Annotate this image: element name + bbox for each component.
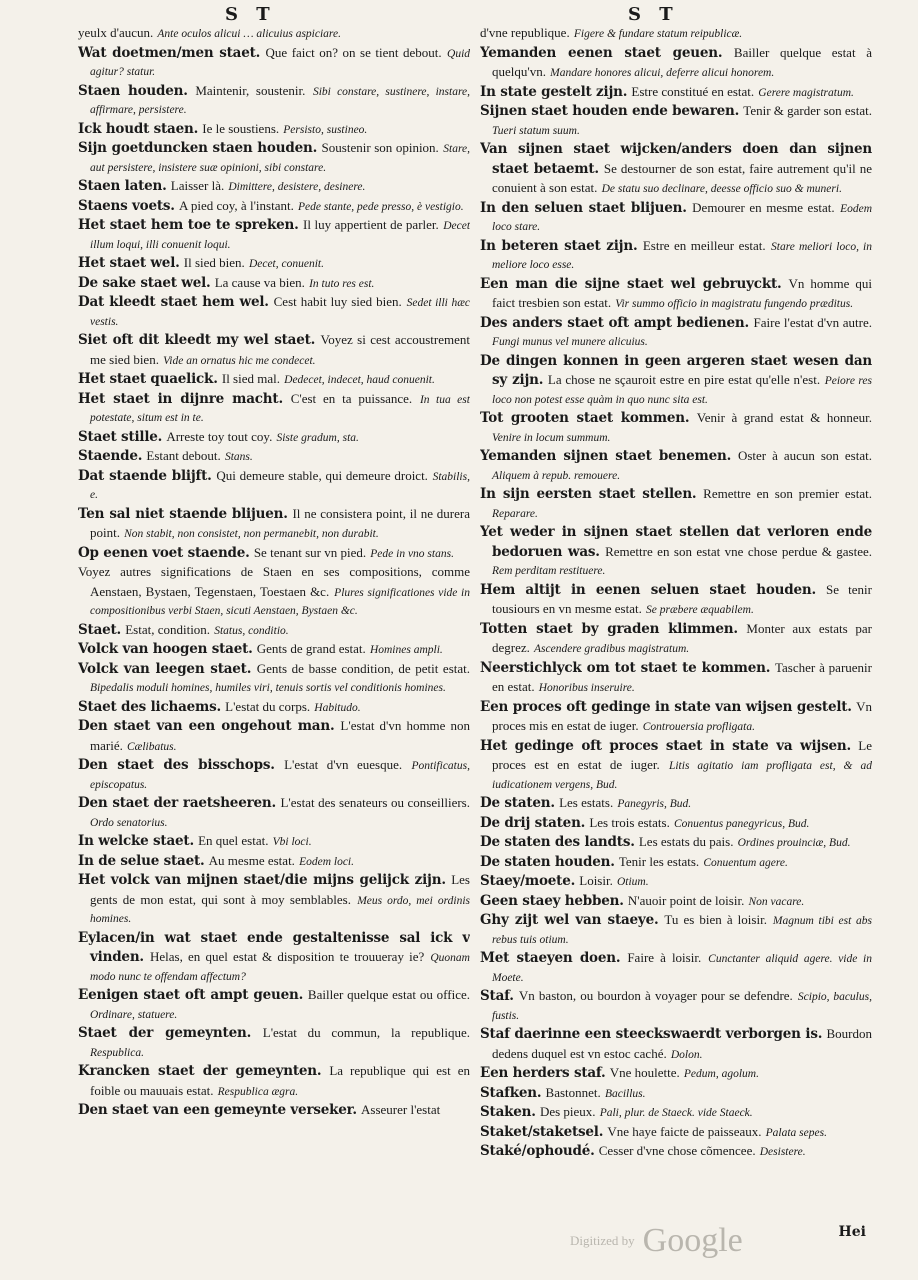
headword: De staten houden. bbox=[480, 853, 615, 870]
dictionary-entry bbox=[480, 698, 872, 737]
latin-gloss: Honoribus inseruire. bbox=[538, 682, 635, 694]
french-gloss: Tu es bien à loisir. bbox=[664, 912, 767, 927]
latin-gloss: Non stabit, non consistet, non permanebit, non durabit. bbox=[124, 528, 379, 540]
french-gloss: La republique qui est en foible ou mauuais estat. bbox=[90, 1063, 470, 1098]
french-gloss: Estat, condition. bbox=[125, 621, 211, 637]
headword: Een herders staf. bbox=[480, 1065, 606, 1081]
french-gloss: Que faict on? on se tient debout. bbox=[265, 44, 442, 60]
french-gloss: En quel estat. bbox=[198, 833, 269, 848]
dictionary-entry bbox=[78, 24, 470, 44]
dictionary-entry bbox=[78, 986, 470, 1024]
headword: Op eenen voet staende. bbox=[78, 544, 250, 561]
headword: Staende. bbox=[78, 448, 143, 464]
dictionary-entry bbox=[78, 505, 470, 544]
french-gloss: Gents de basse condition, de petit estat. bbox=[256, 660, 470, 676]
headword: Het staet hem toe te spreken. bbox=[78, 217, 299, 233]
french-gloss: La cause va bien. bbox=[214, 274, 305, 290]
french-gloss: Vne houlette. bbox=[609, 1065, 680, 1080]
dictionary-entry bbox=[480, 853, 872, 873]
french-gloss: A pied coy, à l'instant. bbox=[178, 197, 294, 213]
latin-gloss: Cælibatus. bbox=[126, 740, 177, 753]
french-gloss: Tenir & garder son estat. bbox=[743, 103, 872, 118]
headword: Staket/staketsel. bbox=[480, 1123, 604, 1140]
catchword: Hei bbox=[838, 1224, 866, 1240]
latin-gloss: Eodem loco stare. bbox=[492, 202, 872, 233]
dictionary-entry bbox=[480, 794, 872, 814]
latin-gloss: Ascendere gradibus magistratum. bbox=[534, 643, 690, 655]
headword: Staen laten. bbox=[78, 178, 167, 194]
headword: Het staet wel. bbox=[78, 255, 180, 271]
headword: Yemanden sijnen staet benemen. bbox=[480, 448, 732, 464]
french-gloss: Vn baston, ou bourdon à voyager pour se defendre. bbox=[518, 988, 793, 1003]
latin-gloss: Respublica. bbox=[90, 1046, 144, 1059]
french-gloss: Il sied bien. bbox=[183, 255, 245, 270]
latin-gloss: Venire in locum summum. bbox=[492, 431, 611, 444]
latin-gloss: Conuentus panegyricus, Bud. bbox=[673, 817, 810, 830]
headword: Het gedinge oft proces staet in state va wijsen. bbox=[480, 737, 851, 754]
latin-gloss: In tuto res est. bbox=[309, 277, 375, 290]
dictionary-entry bbox=[78, 929, 470, 987]
latin-gloss: Aliquem à repub. remouere. bbox=[492, 469, 621, 482]
headword: Eylacen/in wat staet ende gestaltenisse sal ick v vinden. bbox=[78, 929, 470, 965]
headword: Dat staende blijft. bbox=[78, 467, 212, 484]
latin-gloss: Quid agitur? statur. bbox=[90, 47, 470, 78]
headword: Dat kleedt staet hem wel. bbox=[78, 294, 269, 310]
latin-gloss: Non vacare. bbox=[748, 895, 805, 908]
headword: Den staet der raetsheeren. bbox=[78, 795, 277, 811]
latin-gloss: Stare meliori loco, in meliore loco esse. bbox=[492, 240, 872, 271]
latin-gloss: Stare, aut persistere, insistere suæ opinioni, sibi constare. bbox=[90, 143, 470, 174]
french-gloss: Asseurer l'estat bbox=[361, 1102, 441, 1117]
latin-gloss: Habitudo. bbox=[314, 701, 361, 714]
dictionary-entry bbox=[78, 832, 470, 852]
dictionary-entry bbox=[480, 485, 872, 523]
headword: Siet oft dit kleedt my wel staet. bbox=[78, 332, 316, 348]
latin-gloss: Pedum, agolum. bbox=[683, 1068, 759, 1080]
headword: Den staet van een ongehout man. bbox=[78, 718, 335, 734]
latin-gloss: Gerere magistratum. bbox=[758, 86, 854, 99]
french-gloss: Les trois estats. bbox=[589, 814, 670, 830]
french-gloss: La chose ne sçauroit estre en pire estat qu'elle n'est. bbox=[547, 372, 821, 387]
headword: Volck van hoogen staet. bbox=[78, 641, 253, 657]
french-gloss: Estre constitué en estat. bbox=[631, 83, 755, 99]
headword: Staet der gemeynten. bbox=[78, 1025, 252, 1041]
headword: Het staet quaelick. bbox=[78, 371, 218, 387]
headword: Geen staey hebben. bbox=[480, 892, 624, 909]
dictionary-entry bbox=[78, 1024, 470, 1062]
french-gloss: Ie le soustiens. bbox=[202, 120, 280, 136]
french-gloss: Soustenir son opinion. bbox=[321, 140, 439, 155]
headword: Eenigen staet oft ampt geuen. bbox=[78, 987, 304, 1003]
latin-gloss: Conuentum agere. bbox=[703, 856, 788, 869]
dictionary-entry bbox=[480, 275, 872, 314]
latin-gloss: Tueri statum suum. bbox=[492, 124, 580, 137]
dictionary-entry bbox=[480, 1025, 872, 1064]
latin-gloss: Pede stante, pede presso, è vestigio. bbox=[297, 200, 464, 213]
dictionary-entry bbox=[78, 563, 470, 621]
french-gloss: Estant debout. bbox=[146, 448, 221, 463]
french-gloss: Vn proces mis en estat de iuger. bbox=[492, 698, 872, 733]
dictionary-entry bbox=[480, 581, 872, 620]
headword: De staten des landts. bbox=[480, 834, 635, 850]
french-gloss: Demourer en mesme estat. bbox=[692, 199, 835, 215]
dictionary-entry bbox=[78, 254, 470, 274]
dictionary-entry bbox=[78, 756, 470, 794]
dictionary-entry bbox=[78, 370, 470, 390]
french-gloss: L'estat des senateurs ou conseilliers. bbox=[280, 795, 470, 810]
latin-gloss: Meus ordo, mei ordinis homines. bbox=[90, 894, 470, 925]
french-gloss: Venir à grand estat & honneur. bbox=[696, 410, 872, 425]
headword: Des anders staet oft ampt bedienen. bbox=[480, 314, 749, 331]
french-gloss: Remettre en son premier estat. bbox=[703, 486, 872, 501]
headword: Ick houdt staen. bbox=[78, 120, 199, 137]
latin-gloss: Sedet illi hæc vestis. bbox=[90, 297, 470, 328]
french-gloss: Vne haye faicte de paisseaux. bbox=[607, 1123, 762, 1139]
dictionary-entry bbox=[480, 1142, 872, 1162]
latin-gloss: Respublica ægra. bbox=[217, 1085, 299, 1098]
french-gloss: Le proces est en estat de iuger. bbox=[492, 737, 872, 772]
headword: Neerstichlyck om tot staet te kommen. bbox=[480, 659, 771, 676]
headword: Tot grooten staet kommen. bbox=[480, 410, 690, 426]
dictionary-entry bbox=[78, 139, 470, 177]
google-logo-text: Google bbox=[642, 1222, 743, 1259]
french-gloss: Estre en meilleur estat. bbox=[642, 237, 766, 253]
headword: De drij staten. bbox=[480, 814, 586, 831]
latin-gloss: Fungi munus vel munere alicuius. bbox=[492, 336, 648, 348]
latin-gloss: Cunctanter aliquid agere. vide in Moete. bbox=[492, 953, 872, 984]
headword: De sake staet wel. bbox=[78, 274, 211, 291]
headword: Staet des lichaems. bbox=[78, 698, 221, 715]
latin-gloss: Rem perditam restituere. bbox=[492, 565, 606, 577]
dictionary-entry bbox=[480, 447, 872, 485]
french-gloss: Bastonnet. bbox=[545, 1084, 601, 1100]
dictionary-entry bbox=[78, 1101, 470, 1121]
headword: Staken. bbox=[480, 1104, 536, 1120]
latin-gloss: De statu suo declinare, deesse officio suo & muneri. bbox=[601, 183, 842, 195]
latin-gloss: Homines ampli. bbox=[369, 644, 443, 656]
latin-gloss: Stans. bbox=[224, 451, 253, 463]
french-gloss: C'est en ta puissance. bbox=[290, 390, 413, 406]
dictionary-entry bbox=[480, 523, 872, 581]
running-head-right: S T bbox=[628, 4, 679, 25]
headword: Het staet in dijnre macht. bbox=[78, 390, 283, 407]
left-column bbox=[78, 24, 470, 1220]
headword: In state gestelt zijn. bbox=[480, 83, 628, 100]
headword: Staké/ophoudé. bbox=[480, 1143, 595, 1159]
french-gloss: Voyez si cest accoustrement me sied bien. bbox=[90, 332, 470, 367]
dictionary-entry bbox=[78, 447, 470, 467]
dictionary-entry bbox=[480, 911, 872, 949]
latin-gloss: Stabilis, e. bbox=[90, 470, 470, 501]
latin-gloss: Scipio, baculus, fustis. bbox=[492, 991, 872, 1022]
french-gloss: Les estats du pais. bbox=[638, 834, 734, 849]
dictionary-entry bbox=[480, 987, 872, 1025]
french-gloss: d'vne republique. bbox=[480, 25, 570, 40]
dictionary-entry bbox=[78, 177, 470, 197]
latin-gloss: Palata sepes. bbox=[765, 1126, 827, 1139]
latin-gloss: Status, conditio. bbox=[214, 624, 289, 637]
french-gloss: Au mesme estat. bbox=[208, 852, 295, 868]
dictionary-entry bbox=[480, 833, 872, 853]
latin-gloss: Decet illum loqui, illi conuenit loqui. bbox=[90, 220, 470, 251]
dictionary-entry bbox=[78, 660, 470, 698]
dictionary-entry bbox=[480, 83, 872, 103]
latin-gloss: Dedecet, indecet, haud conuenit. bbox=[284, 374, 435, 386]
headword: In welcke staet. bbox=[78, 833, 194, 849]
headword: Stafken. bbox=[480, 1084, 542, 1101]
french-gloss: Cest habit luy sied bien. bbox=[273, 294, 402, 309]
french-gloss: Faire l'estat d'vn autre. bbox=[753, 314, 872, 330]
headword: De dingen konnen in geen argeren staet wesen dan sy zijn. bbox=[480, 352, 872, 388]
dictionary-entry bbox=[78, 331, 470, 370]
latin-gloss: In tua est potestate, situm est in te. bbox=[90, 393, 470, 424]
dictionary-entry bbox=[480, 892, 872, 912]
french-gloss: Maintenir, soustenir. bbox=[195, 82, 306, 98]
french-gloss: Remettre en son estat vne chose perdue & gastee. bbox=[605, 543, 872, 559]
latin-gloss: Pede in vno stans. bbox=[370, 547, 454, 560]
headword: Krancken staet der gemeynten. bbox=[78, 1063, 322, 1079]
dictionary-entry bbox=[480, 1064, 872, 1084]
dictionary-entry bbox=[480, 737, 872, 795]
headword: Ten sal niet staende blijuen. bbox=[78, 505, 288, 522]
french-gloss: Bourdon dedens duquel est vn estoc caché. bbox=[492, 1026, 872, 1061]
latin-gloss: Quonam modo nunc te offendam affectum? bbox=[90, 952, 470, 983]
headword: In sijn eersten staet stellen. bbox=[480, 486, 697, 502]
dictionary-entry bbox=[480, 620, 872, 659]
dictionary-entry bbox=[480, 1084, 872, 1104]
french-gloss: Se tenant sur vn pied. bbox=[253, 544, 367, 560]
dictionary-entry bbox=[78, 852, 470, 872]
latin-gloss: Bipedalis moduli homines, humiles viri, tenuis sortis vel conditionis homines. bbox=[90, 682, 446, 694]
headword: Yet weder in sijnen staet stellen dat verloren ende bedoruen was. bbox=[480, 524, 872, 560]
dictionary-entry bbox=[480, 314, 872, 352]
dictionary-entry bbox=[78, 544, 470, 564]
french-gloss: Bailler quelque estat à quelqu'vn. bbox=[492, 44, 872, 79]
latin-gloss: Pontificatus, episcopatus. bbox=[90, 760, 470, 791]
headword: Het volck van mijnen staet/die mijns gelijck zijn. bbox=[78, 872, 446, 888]
french-gloss: Tenir les estats. bbox=[618, 853, 700, 869]
right-column bbox=[480, 24, 872, 1242]
french-gloss: Qui demeure stable, qui demeure droict. bbox=[216, 467, 428, 483]
headword: Yemanden eenen staet geuen. bbox=[480, 44, 723, 61]
dictionary-entry bbox=[78, 274, 470, 294]
dictionary-entry bbox=[78, 390, 470, 428]
headword: Ghy zijt wel van staeye. bbox=[480, 912, 659, 928]
dictionary-entry bbox=[78, 44, 470, 82]
french-gloss: Bailler quelque estat ou office. bbox=[307, 987, 470, 1002]
headword: Wat doetmen/men staet. bbox=[78, 44, 261, 61]
latin-gloss: Sibi constare, sustinere, instare, affirmare, persistere. bbox=[90, 85, 470, 116]
latin-gloss: Vir summo officio in magistratu fungendo præditus. bbox=[615, 298, 854, 310]
dictionary-entry bbox=[78, 640, 470, 660]
french-gloss: L'estat du commun, la republique. bbox=[262, 1025, 470, 1040]
french-gloss: Vn homme qui faict tresbien son estat. bbox=[492, 275, 872, 310]
headword: In beteren staet zijn. bbox=[480, 237, 638, 254]
headword: Staf. bbox=[480, 988, 514, 1004]
latin-gloss: Persisto, sustineo. bbox=[283, 123, 368, 136]
french-gloss: Loisir. bbox=[579, 873, 613, 888]
latin-gloss: Dimittere, desistere, desinere. bbox=[228, 181, 366, 193]
french-gloss: yeulx d'aucun. bbox=[78, 25, 154, 40]
latin-gloss: Eodem loci. bbox=[299, 855, 355, 868]
french-gloss: Les estats. bbox=[559, 795, 614, 810]
headword: Van sijnen staet wijcken/anders doen dan sijnen staet betaemt. bbox=[480, 141, 872, 177]
latin-gloss: Figere & fundare statum reipublicæ. bbox=[573, 28, 743, 40]
latin-gloss: Litis agitatio iam profligata est, & ad iudicationem vergens, Bud. bbox=[492, 760, 872, 791]
french-gloss: Tascher à paruenir en estat. bbox=[492, 659, 872, 694]
latin-gloss: Pali, plur. de Staeck. vide Staeck. bbox=[599, 1107, 753, 1119]
headword: Den staet des bisschops. bbox=[78, 757, 275, 773]
dictionary-entry bbox=[78, 794, 470, 832]
latin-gloss: Vbi loci. bbox=[272, 836, 312, 848]
latin-gloss: Bacillus. bbox=[604, 1087, 646, 1100]
latin-gloss: Vide an ornatus hic me condecet. bbox=[163, 354, 316, 367]
dictionary-entry bbox=[78, 621, 470, 641]
headword: Den staet van een gemeynte verseker. bbox=[78, 1102, 357, 1118]
dictionary-entry bbox=[78, 120, 470, 140]
latin-gloss: Se præbere æquabilem. bbox=[645, 604, 754, 616]
dictionary-entry bbox=[480, 44, 872, 83]
headword: Staf daerinne een steeckswaerdt verborgen is. bbox=[480, 1026, 823, 1042]
french-gloss: Des pieux. bbox=[539, 1104, 596, 1119]
headword: Sijnen staet houden ende bewaren. bbox=[480, 103, 740, 119]
dictionary-entry bbox=[480, 949, 872, 987]
latin-gloss: Controuersia profligata. bbox=[642, 721, 755, 733]
french-gloss: Monter aux estats par degrez. bbox=[492, 620, 872, 655]
dictionary-entry bbox=[480, 659, 872, 698]
headword: Totten staet by graden klimmen. bbox=[480, 620, 738, 637]
dictionary-entry bbox=[480, 237, 872, 275]
latin-gloss: Reparare. bbox=[492, 507, 538, 520]
headword: Staet stille. bbox=[78, 428, 163, 445]
headword: Staens voets. bbox=[78, 197, 175, 214]
french-gloss: Oster à aucun son estat. bbox=[737, 448, 872, 463]
dictionary-entry bbox=[480, 1103, 872, 1123]
headword: In de selue staet. bbox=[78, 852, 205, 869]
latin-gloss: Desistere. bbox=[759, 1146, 806, 1158]
dictionary-entry bbox=[480, 352, 872, 410]
dictionary-entry bbox=[480, 140, 872, 199]
dictionary-entry bbox=[480, 409, 872, 447]
dictionary-entry bbox=[78, 871, 470, 929]
watermark-prefix: Digitized by bbox=[570, 1233, 635, 1248]
dictionary-entry bbox=[480, 199, 872, 237]
dictionary-entry bbox=[78, 1062, 470, 1101]
dictionary-entry bbox=[480, 814, 872, 834]
headword: Staet. bbox=[78, 621, 122, 638]
french-gloss: Se tenir tousiours en vn mesme estat. bbox=[492, 581, 872, 616]
headword: Met staeyen doen. bbox=[480, 950, 621, 966]
french-gloss: L'estat du corps. bbox=[225, 698, 311, 714]
latin-gloss: Dolon. bbox=[670, 1048, 703, 1061]
latin-gloss: Otium. bbox=[616, 876, 649, 888]
latin-gloss: Mandare honores alicui, deferre alicui honorem. bbox=[550, 67, 775, 79]
headword: De staten. bbox=[480, 795, 555, 811]
running-head-left: S T bbox=[225, 4, 276, 25]
french-gloss: Faire à loisir. bbox=[627, 950, 702, 965]
french-gloss: Il sied mal. bbox=[221, 371, 280, 386]
latin-gloss: Plures significationes vide in compositionibus verbi Staen, sicuti Aenstaen, Bystaen &c. bbox=[90, 586, 470, 617]
headword: In den seluen staet blijuen. bbox=[480, 199, 687, 216]
headword: Staey/moete. bbox=[480, 873, 576, 889]
headword: Sijn goetduncken staen houden. bbox=[78, 140, 318, 156]
dictionary-entry bbox=[480, 102, 872, 140]
french-gloss: Gents de grand estat. bbox=[256, 641, 366, 656]
dictionary-entry bbox=[78, 698, 470, 718]
latin-gloss: Ante oculos alicui … alicuius aspiciare. bbox=[157, 28, 341, 40]
latin-gloss: Ordo senatorius. bbox=[90, 816, 168, 829]
french-gloss: Les gents de mon estat, qui sont à moy semblables. bbox=[90, 872, 470, 907]
dictionary-entry bbox=[78, 293, 470, 331]
dictionary-entry bbox=[78, 428, 470, 448]
digitized-by-google-watermark bbox=[570, 1222, 743, 1260]
latin-gloss: Ordinare, statuere. bbox=[90, 1008, 178, 1021]
french-gloss: Arreste toy tout coy. bbox=[166, 428, 273, 444]
french-gloss: L'estat d'vn homme non marié. bbox=[90, 718, 470, 753]
latin-gloss: Panegyris, Bud. bbox=[617, 798, 692, 810]
french-gloss: Cesser d'vne chose cõmencee. bbox=[598, 1143, 756, 1158]
french-gloss: Il luy appertient de parler. bbox=[303, 217, 439, 232]
dictionary-entry bbox=[78, 467, 470, 505]
french-gloss: L'estat d'vn euesque. bbox=[284, 757, 403, 772]
latin-gloss: Magnum tibi est abs rebus tuis otium. bbox=[492, 915, 872, 946]
headword: Staen houden. bbox=[78, 82, 188, 99]
french-gloss: Laisser là. bbox=[170, 178, 225, 193]
dictionary-entry bbox=[480, 1123, 872, 1143]
headword: Hem altijt in eenen seluen staet houden. bbox=[480, 581, 816, 598]
headword: Een man die sijne staet wel gebruyckt. bbox=[480, 275, 782, 292]
dictionary-entry bbox=[78, 216, 470, 254]
french-gloss: Se destourner de son estat, faire autrement qu'il ne conuient à son estat. bbox=[492, 160, 872, 195]
dictionary-entry bbox=[78, 82, 470, 120]
french-gloss: Voyez autres significations de Staen en ses compositions, comme Aenstaen, Bystaen, Tegenstaen, Toestaen &c. bbox=[78, 564, 470, 599]
french-gloss: Il ne consistera point, il ne durera point. bbox=[90, 505, 470, 540]
headword: Een proces oft gedinge in state van wijsen gestelt. bbox=[480, 698, 852, 715]
latin-gloss: Ordines prouinciæ, Bud. bbox=[737, 837, 851, 849]
headword: Volck van leegen staet. bbox=[78, 660, 252, 677]
french-gloss: Helas, en quel estat & disposition te trouueray ie? bbox=[150, 949, 425, 964]
french-gloss: N'auoir point de loisir. bbox=[627, 892, 745, 908]
dictionary-entry bbox=[78, 717, 470, 756]
dictionary-entry bbox=[480, 872, 872, 892]
latin-gloss: Peiore res loco non potest esse quàm in quo nunc sita est. bbox=[492, 375, 872, 406]
latin-gloss: Siste gradum, sta. bbox=[276, 431, 359, 444]
dictionary-entry bbox=[480, 24, 872, 44]
dictionary-entry bbox=[78, 197, 470, 217]
latin-gloss: Decet, conuenit. bbox=[248, 258, 324, 270]
